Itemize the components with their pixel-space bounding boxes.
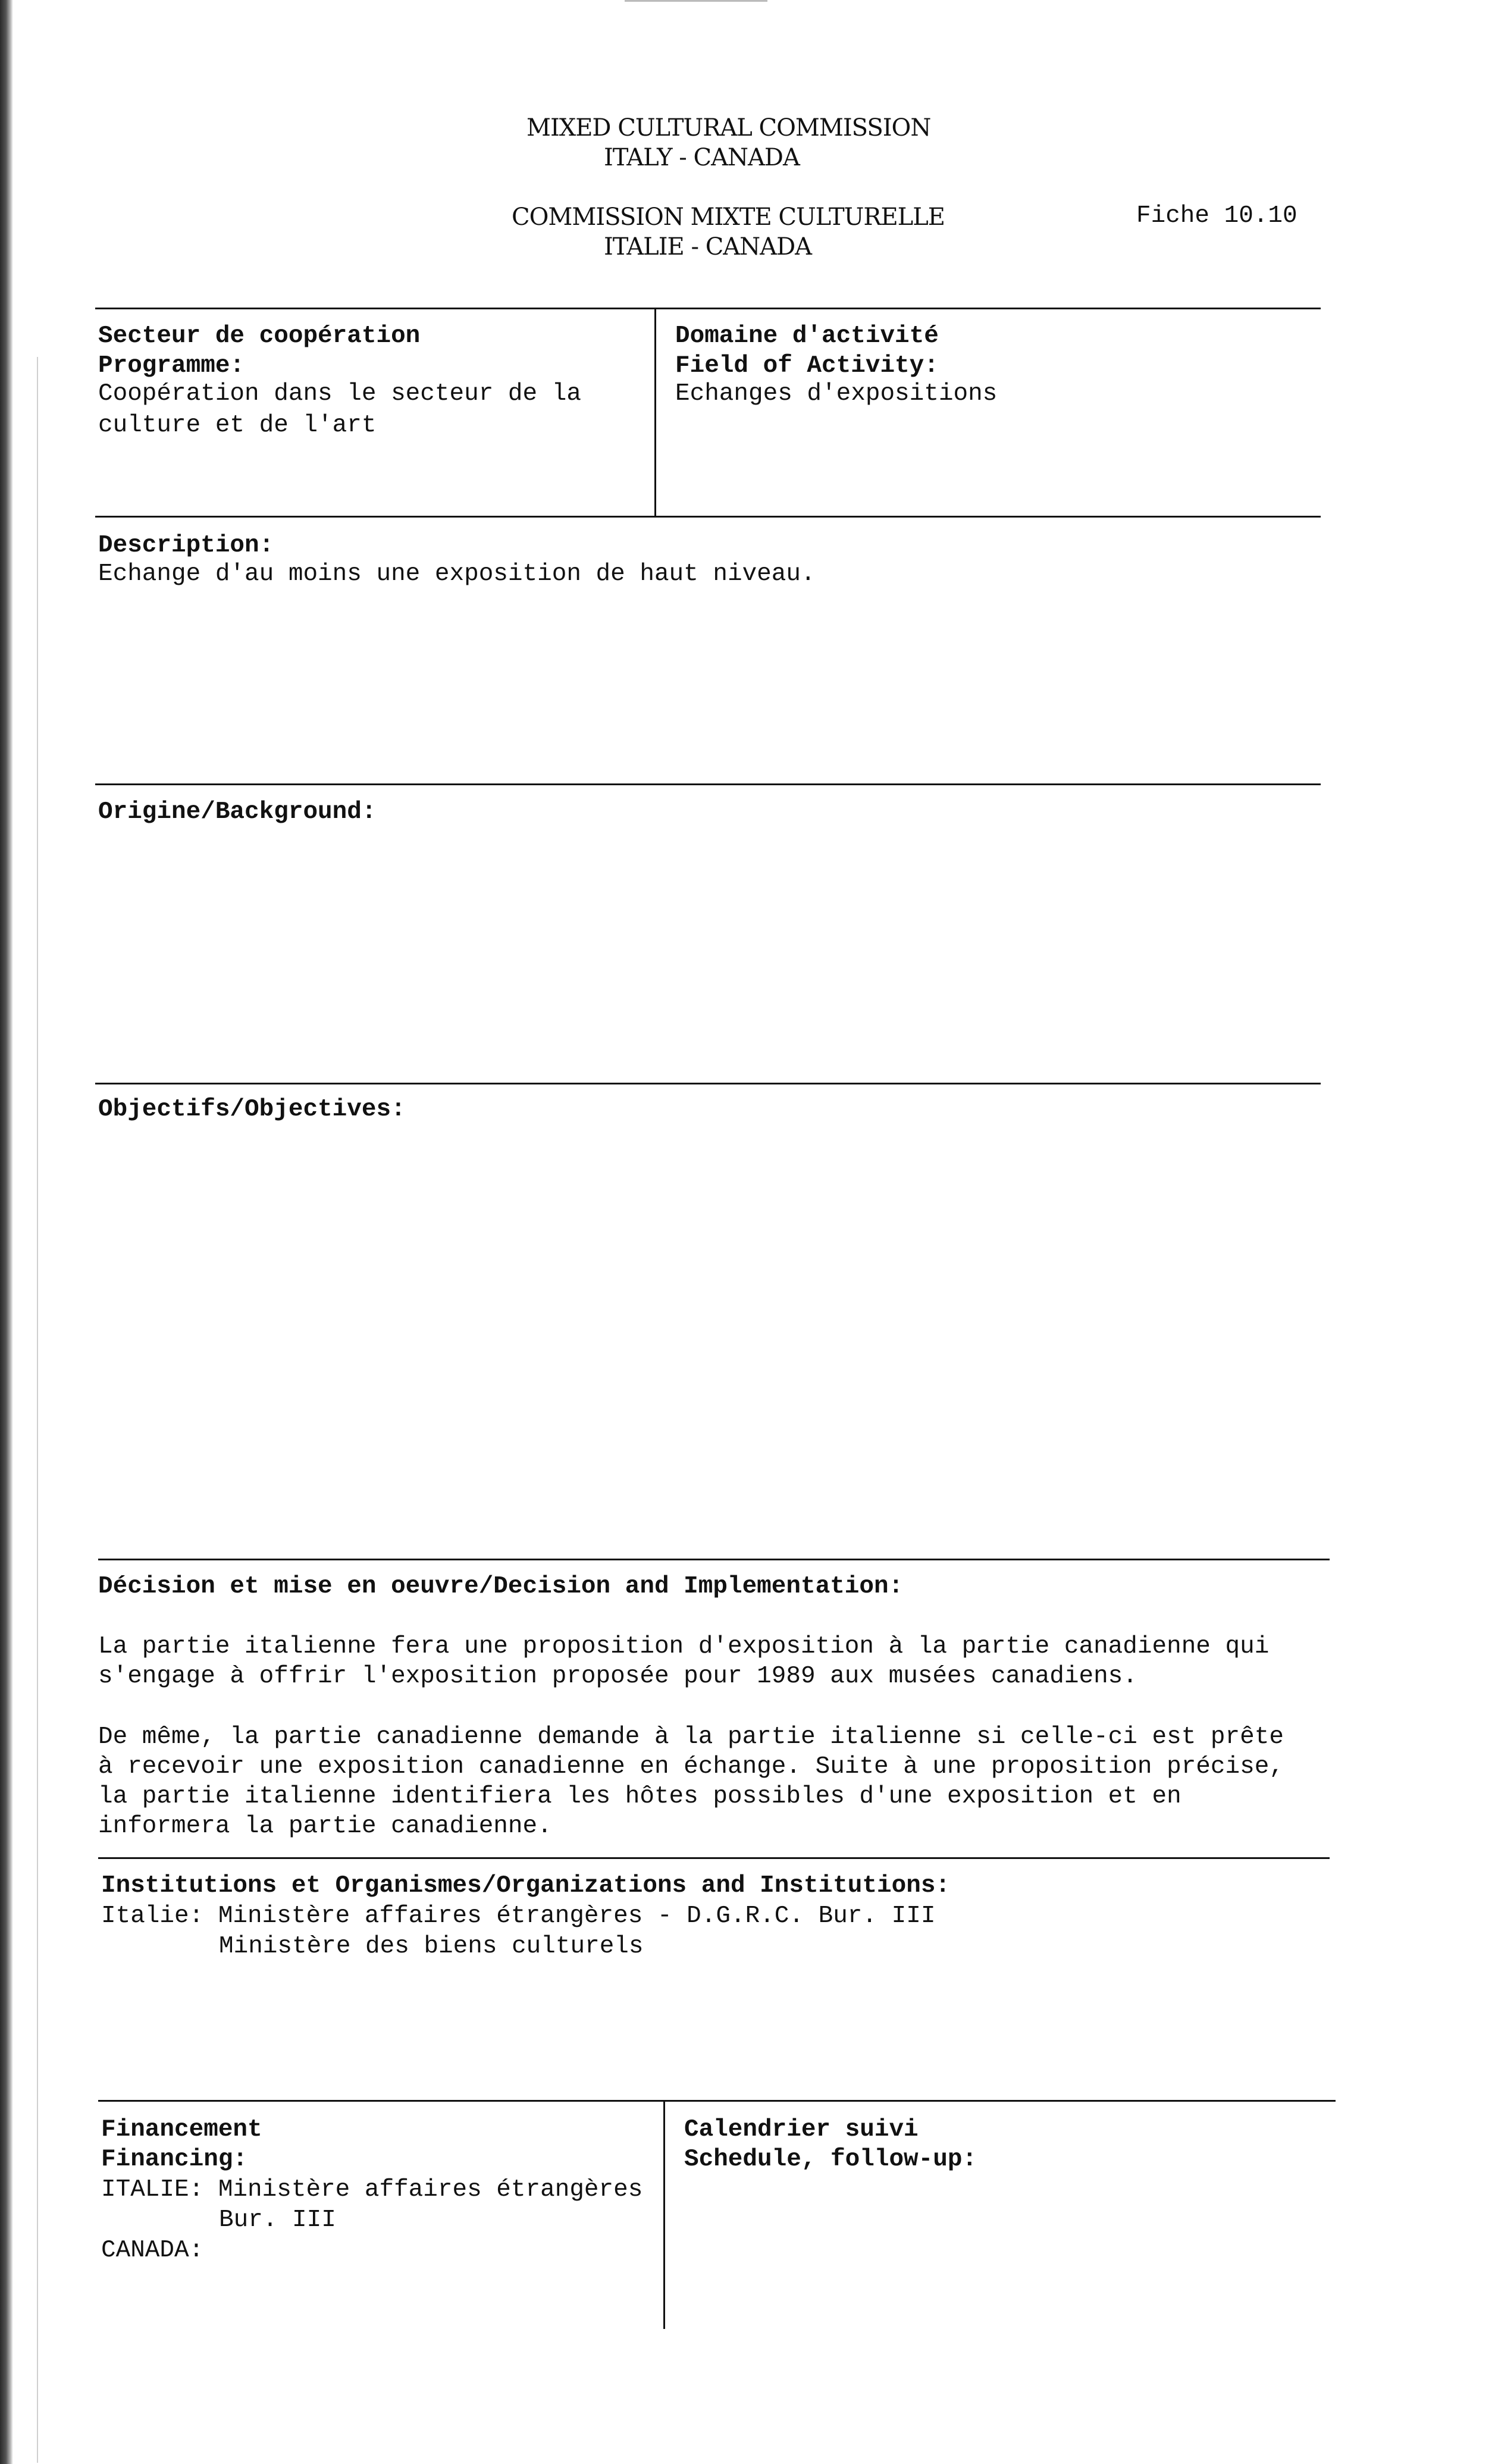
programme-line-1: Coopération dans le secteur de la [98, 380, 581, 407]
institutions-line-2: Ministère des biens culturels [219, 1933, 644, 1960]
decision-p2-line4: informera la partie canadienne. [98, 1813, 552, 1840]
header-title-en: MIXED CULTURAL COMMISSION [526, 114, 931, 142]
financing-italie-line2: Bur. III [219, 2206, 336, 2234]
sector-title: Secteur de coopération [98, 322, 421, 350]
objectives-label: Objectifs/Objectives: [98, 1096, 406, 1123]
decision-p2-line2: à recevoir une exposition canadienne en échange. Suite à une proposition précise, [98, 1753, 1284, 1780]
decision-p1-line2: s'engage à offrir l'exposition proposée pour 1989 aux musées canadiens. [98, 1663, 1137, 1690]
scan-edge-line [37, 357, 38, 2463]
description-label: Description: [98, 532, 274, 559]
rule-description [95, 516, 1321, 518]
programme-line-2: culture et de l'art [98, 412, 377, 439]
calendar-label-en: Schedule, follow-up: [684, 2146, 977, 2173]
decision-label: Décision et mise en oeuvre/Decision and Implementation: [98, 1573, 904, 1600]
divider-financing-calendar [663, 2100, 665, 2329]
origin-label: Origine/Background: [98, 798, 377, 826]
description-text: Echange d'au moins une exposition de haut niveau. [98, 560, 816, 588]
field-of-activity-label: Field of Activity: [675, 352, 939, 380]
financing-italie-line1: ITALIE: Ministère affaires étrangères [101, 2176, 643, 2203]
decision-p2-line3: la partie italienne identifiera les hôtes possibles d'une exposition et en [98, 1783, 1181, 1810]
financing-label-en: Financing: [101, 2146, 248, 2173]
scan-edge-left [0, 0, 13, 2464]
divider-sector-domain [654, 308, 656, 516]
domain-title: Domaine d'activité [675, 322, 939, 350]
rule-objectives [95, 1083, 1321, 1084]
financing-label-fr: Financement [101, 2116, 262, 2143]
header-countries-en: ITALY - CANADA [604, 144, 800, 171]
institutions-line-1: Italie: Ministère affaires étrangères - D.G.R.C. Bur. III [101, 1902, 936, 1930]
institutions-label: Institutions et Organismes/Organizations and Institutions: [101, 1872, 951, 1899]
rule-origin [95, 783, 1321, 785]
financing-canada: CANADA: [101, 2237, 204, 2264]
programme-label: Programme: [98, 352, 245, 380]
decision-p1-line1: La partie italienne fera une proposition d'exposition à la partie canadienne qui [98, 1633, 1270, 1660]
header-countries-fr: ITALIE - CANADA [604, 233, 812, 261]
scan-top-mark [625, 0, 767, 2]
rule-decision [98, 1559, 1330, 1560]
field-of-activity-value: Echanges d'expositions [675, 380, 998, 407]
rule-top [95, 308, 1321, 309]
fiche-number: Fiche 10.10 [1136, 202, 1297, 230]
decision-p2-line1: De même, la partie canadienne demande à la partie italienne si celle-ci est prête [98, 1723, 1284, 1751]
header-title-fr: COMMISSION MIXTE CULTURELLE [512, 203, 945, 231]
rule-institutions [98, 1857, 1330, 1859]
calendar-label-fr: Calendrier suivi [684, 2116, 919, 2143]
rule-financing [98, 2100, 1336, 2102]
